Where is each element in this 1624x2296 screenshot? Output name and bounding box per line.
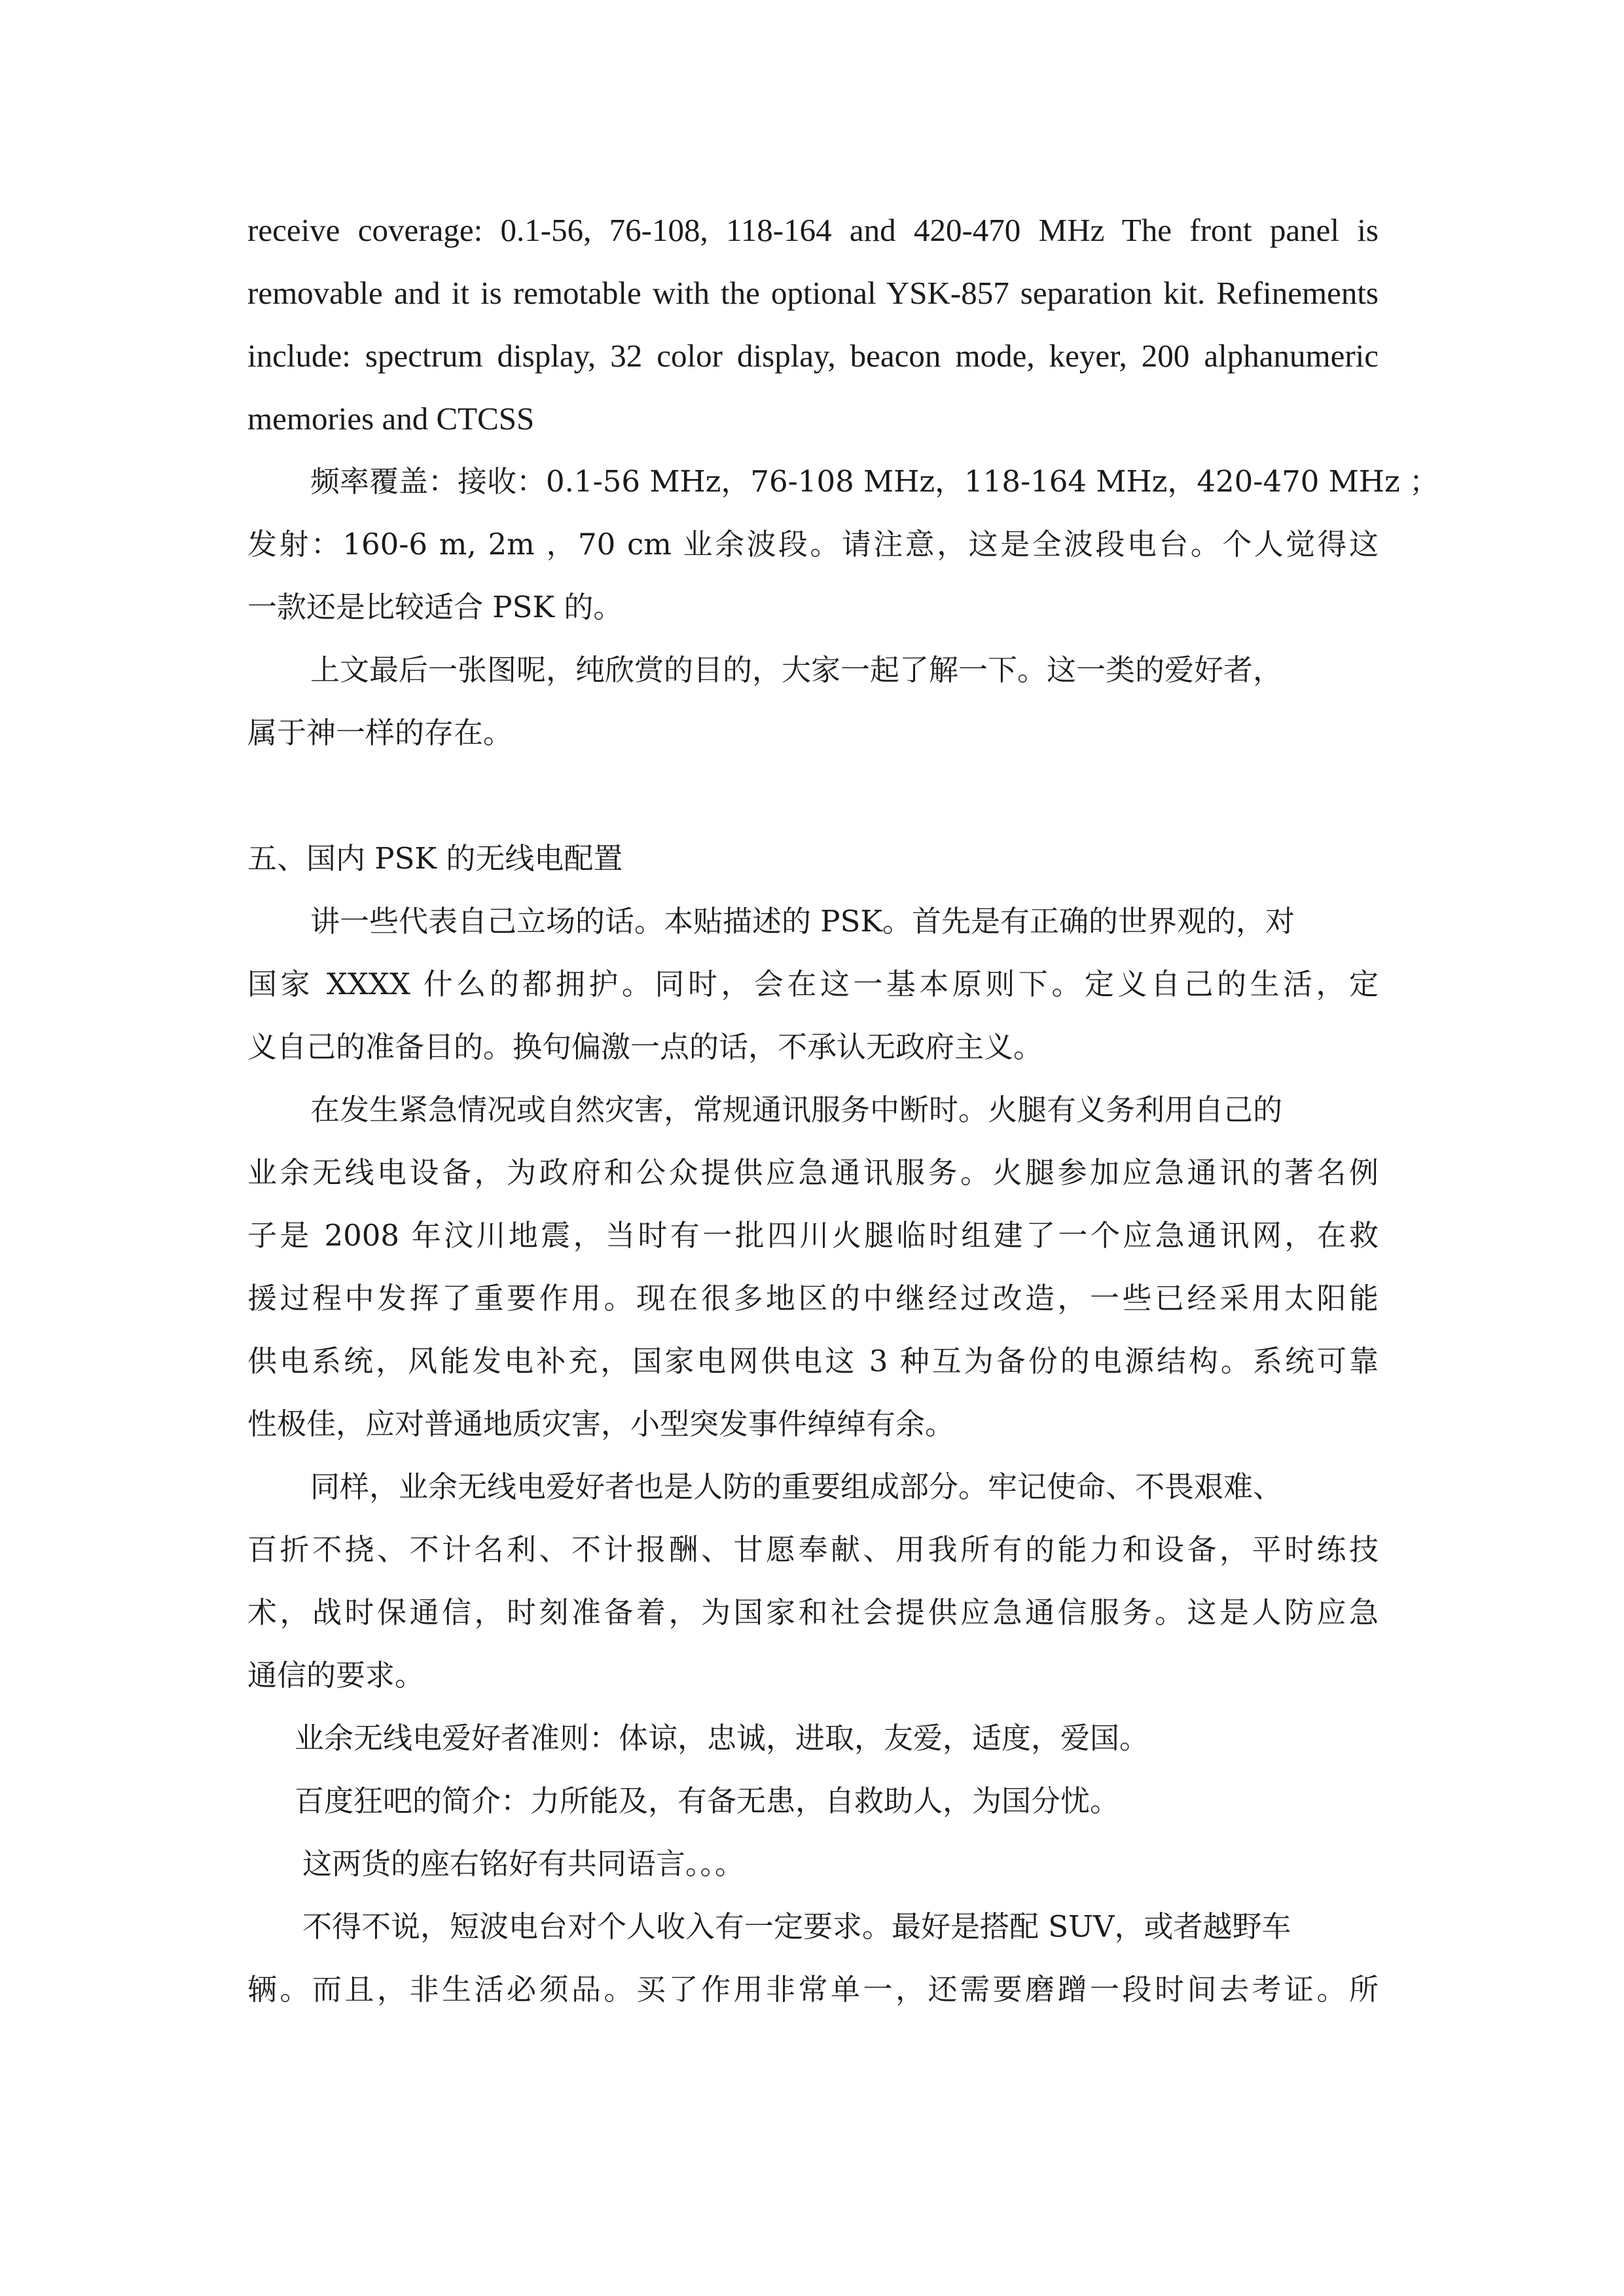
text-line: 援过程中发挥了重要作用。现在很多地区的中继经过改造，一些已经采用太阳能 xyxy=(247,1281,1379,1316)
text-line: 业余无线电爱好者准则：体谅，忠诚，进取，友爱，适度，爱国。 xyxy=(295,1721,1149,1755)
text-line: 性极佳，应对普通地质灾害，小型突发事件绰绰有余。 xyxy=(247,1407,955,1441)
text-line: 属于神一样的存在。 xyxy=(247,715,513,750)
text-line: 同样，业余无线电爱好者也是人防的重要组成部分。牢记使命、不畏艰难、 xyxy=(310,1469,1283,1504)
text-line: 术，战时保通信，时刻准备着，为国家和社会提供应急通信服务。这是人防应急 xyxy=(247,1595,1379,1630)
text-line: removable and it is remotable with the optional YSK-857 separation kit. Refinements xyxy=(247,275,1379,311)
text-line: memories and CTCSS xyxy=(247,401,535,437)
text-line: 百折不挠、不计名利、不计报酬、甘愿奉献、用我所有的能力和设备，平时练技 xyxy=(247,1532,1379,1567)
text-line: 上文最后一张图呢，纯欣赏的目的，大家一起了解一下。这一类的爱好者， xyxy=(310,653,1283,687)
text-line: 子是 2008 年汶川地震，当时有一批四川火腿临时组建了一个应急通讯网，在救 xyxy=(247,1218,1379,1253)
text-line: 百度狂吧的简介：力所能及，有备无患，自救助人，为国分忧。 xyxy=(295,1784,1120,1818)
text-line: 一款还是比较适合 PSK 的。 xyxy=(247,590,623,624)
text-line: 业余无线电设备，为政府和公众提供应急通讯服务。火腿参加应急通讯的著名例 xyxy=(247,1155,1379,1190)
text-line: receive coverage: 0.1-56, 76-108, 118-164 and 420-470 MHz The front panel is xyxy=(247,212,1379,248)
text-line: 讲一些代表自己立场的话。本贴描述的 PSK。首先是有正确的世界观的，对 xyxy=(310,904,1295,939)
text-line: 供电系统，风能发电补充，国家电网供电这 3 种互为备份的电源结构。系统可靠 xyxy=(247,1344,1379,1378)
text-line: 国家 XXXX 什么的都拥护。同时，会在这一基本原则下。定义自己的生活，定 xyxy=(247,967,1379,1001)
text-line: include: spectrum display, 32 color display, beacon mode, keyer, 200 alphanumeric xyxy=(247,338,1379,374)
text-line: 通信的要求。 xyxy=(247,1658,425,1693)
text-line: 频率覆盖：接收：0.1-56 MHz，76-108 MHz，118-164 MHz，420-470 MHz ； xyxy=(310,464,1439,499)
section-heading: 五、国内 PSK 的无线电配置 xyxy=(247,841,623,876)
text-line: 不得不说，短波电台对个人收入有一定要求。最好是搭配 SUV，或者越野车 xyxy=(302,1909,1291,1944)
text-line: 发射：160-6 m, 2m ，70 cm 业余波段。请注意，这是全波段电台。个人觉得这 xyxy=(247,527,1379,562)
text-line: 这两货的座右铭好有共同语言。。。 xyxy=(302,1846,745,1881)
text-line: 在发生紧急情况或自然灾害，常规通讯服务中断时。火腿有义务利用自己的 xyxy=(310,1092,1283,1127)
text-line: 义自己的准备目的。换句偏激一点的话，不承认无政府主义。 xyxy=(247,1030,1043,1064)
text-line: 辆。而且，非生活必须品。买了作用非常单一，还需要磨蹭一段时间去考证。所 xyxy=(247,1972,1379,2007)
